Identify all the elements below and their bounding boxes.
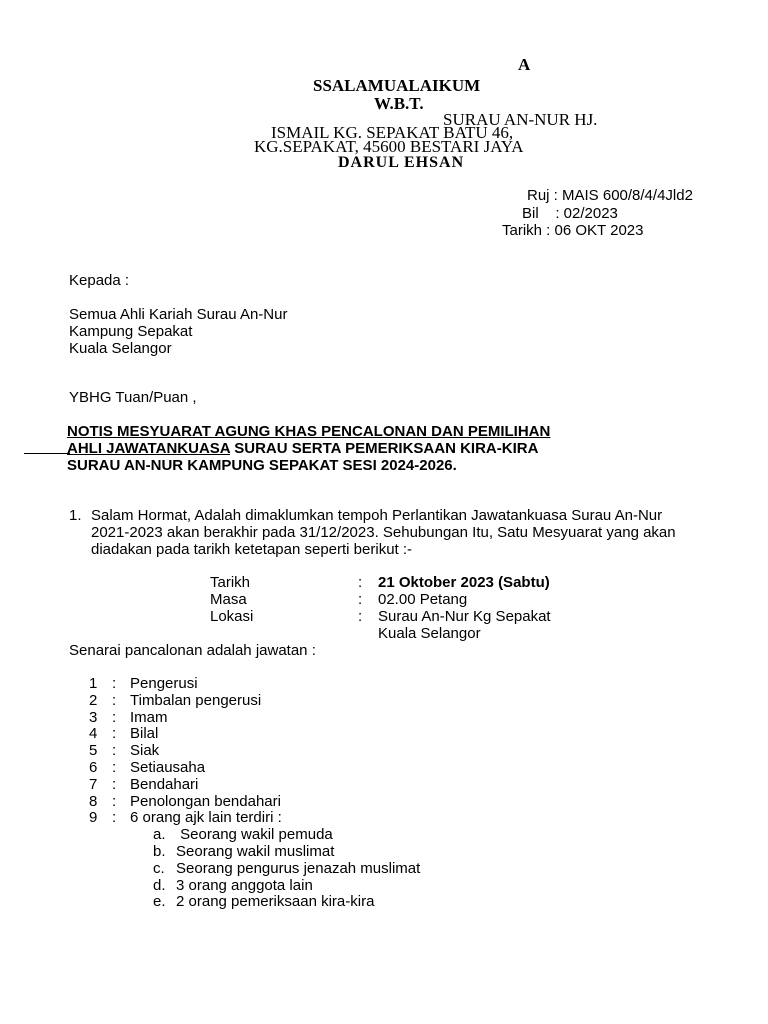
- meeting-tarikh-colon: :: [358, 574, 363, 591]
- sub-item-label: Seorang pengurus jenazah muslimat: [176, 860, 421, 877]
- position-colon: :: [112, 675, 117, 692]
- meeting-lokasi-value2: Kuala Selangor: [378, 625, 481, 642]
- meeting-masa-value: 02.00 Petang: [378, 591, 468, 608]
- header-surau-name: SURAU AN-NUR HJ.: [443, 110, 598, 129]
- position-label: Setiausaha: [130, 759, 206, 776]
- sub-item-letter: d.: [153, 877, 166, 894]
- header-address-line3-cut: DARUL EHSAN: [338, 154, 465, 171]
- sub-item-letter: b.: [153, 843, 166, 860]
- sub-item-letter: e.: [153, 893, 166, 910]
- subject-line2-underlined: AHLI JAWATANKUASA: [67, 440, 231, 457]
- subject-line2-rest: SURAU SERTA PEMERIKSAAN KIRA-KIRA: [230, 440, 539, 457]
- position-label: Imam: [130, 709, 168, 726]
- position-label: Bendahari: [130, 776, 199, 793]
- paragraph1-number: 1.: [69, 507, 82, 524]
- recipient-line3: Kuala Selangor: [69, 340, 172, 357]
- position-colon: :: [112, 692, 117, 709]
- position-label: Timbalan pengerusi: [130, 692, 262, 709]
- header-address-line2: KG.SEPAKAT, 45600 BESTARI JAYA: [254, 137, 524, 156]
- nominations-intro: Senarai pancalonan adalah jawatan :: [69, 642, 316, 659]
- subject-line3: SURAU AN-NUR KAMPUNG SEPAKAT SESI 2024-2026.: [67, 457, 457, 474]
- position-label: 6 orang ajk lain terdiri :: [130, 809, 282, 826]
- position-colon: :: [112, 809, 117, 826]
- sub-item-label: 3 orang anggota lain: [176, 877, 313, 894]
- header-address-line1: ISMAIL KG. SEPAKAT BATU 46,: [271, 123, 514, 142]
- position-label: Penolongan bendahari: [130, 793, 281, 810]
- paragraph1-line3: diadakan pada tarikh ketetapan seperti berikut :-: [91, 541, 413, 558]
- position-label: Bilal: [130, 725, 159, 742]
- position-colon: :: [112, 725, 117, 742]
- subject-line2: [67, 440, 538, 457]
- position-number: 1: [89, 675, 98, 692]
- header-wbt: W.B.T.: [374, 94, 424, 113]
- salutation: YBHG Tuan/Puan ,: [69, 389, 197, 406]
- sub-item-letter: c.: [153, 860, 165, 877]
- meeting-masa-label: Masa: [210, 591, 247, 608]
- position-number: 9: [89, 809, 98, 826]
- recipient-line1: Semua Ahli Kariah Surau An-Nur: [69, 306, 288, 323]
- recipient-kepada: Kepada :: [69, 272, 130, 289]
- position-number: 3: [89, 709, 98, 726]
- reference-ruj: Ruj : MAIS 600/8/4/4Jld2: [527, 187, 693, 204]
- paragraph1-line1: Salam Hormat, Adalah dimaklumkan tempoh Perlantikan Jawatankuasa Surau An-Nur: [91, 507, 663, 524]
- position-colon: :: [112, 793, 117, 810]
- position-colon: :: [112, 709, 117, 726]
- recipient-line2: Kampung Sepakat: [69, 323, 193, 340]
- meeting-tarikh-label: Tarikh: [210, 574, 251, 591]
- meeting-lokasi-value1: Surau An-Nur Kg Sepakat: [378, 608, 551, 625]
- position-colon: :: [112, 776, 117, 793]
- sub-item-label: 2 orang pemeriksaan kira-kira: [176, 893, 375, 910]
- sub-item-label: Seorang wakil pemuda: [176, 826, 333, 843]
- sub-item-letter: a.: [153, 826, 166, 843]
- meeting-lokasi-colon: :: [358, 608, 363, 625]
- position-number: 2: [89, 692, 98, 709]
- meeting-tarikh-value: 21 Oktober 2023 (Sabtu): [378, 574, 550, 591]
- position-label: Pengerusi: [130, 675, 198, 692]
- meeting-lokasi-label: Lokasi: [210, 608, 254, 625]
- position-number: 5: [89, 742, 98, 759]
- position-number: 8: [89, 793, 98, 810]
- position-label: Siak: [130, 742, 160, 759]
- sub-item-label: Seorang wakil muslimat: [176, 843, 335, 860]
- subject-rule: [24, 453, 70, 454]
- reference-bil: Bil : 02/2023: [522, 205, 618, 222]
- header-greeting: SSALAMUALAIKUM: [313, 76, 481, 95]
- paragraph1-line2: 2021-2023 akan berakhir pada 31/12/2023. Sehubungan Itu, Satu Mesyuarat yang akan: [91, 524, 676, 541]
- subject-line1: NOTIS MESYUARAT AGUNG KHAS PENCALONAN DAN PEMILIHAN: [67, 423, 551, 440]
- position-colon: :: [112, 759, 117, 776]
- meeting-masa-colon: :: [358, 591, 363, 608]
- position-number: 6: [89, 759, 98, 776]
- position-number: 4: [89, 725, 98, 742]
- reference-tarikh: Tarikh : 06 OKT 2023: [502, 222, 644, 239]
- position-number: 7: [89, 776, 98, 793]
- position-colon: :: [112, 742, 117, 759]
- header-letter-a: A: [518, 55, 531, 74]
